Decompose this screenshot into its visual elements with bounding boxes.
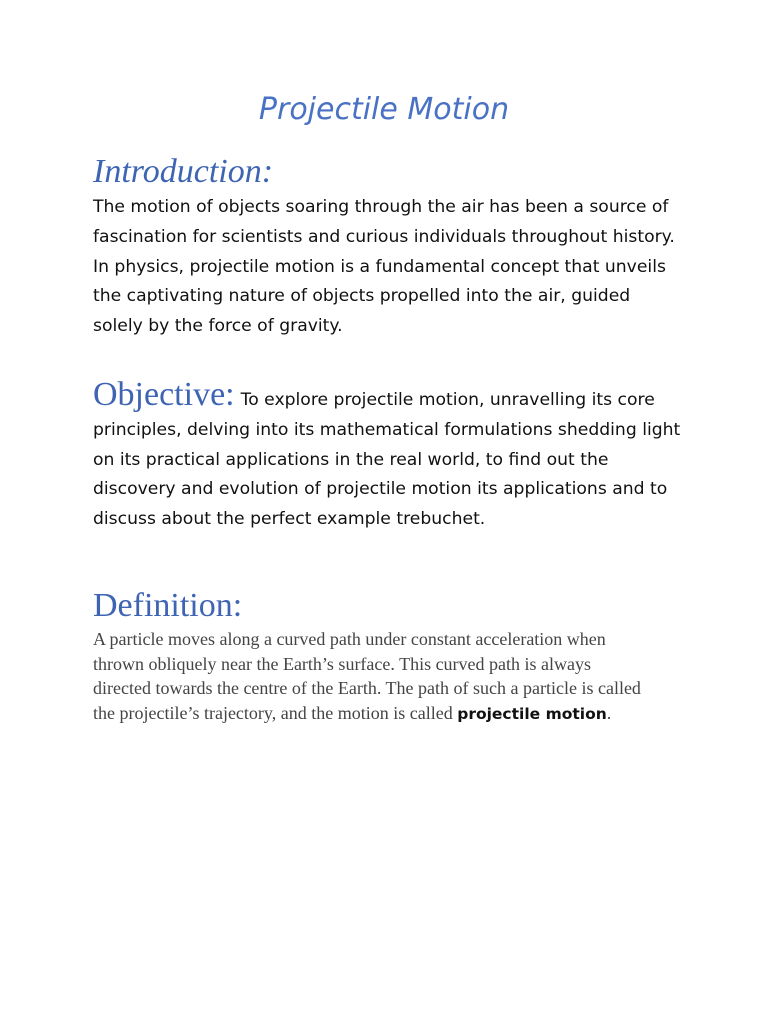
definition-ending: . bbox=[606, 702, 612, 723]
definition-body-text: A particle moves along a curved path under constant acceleration when thrown obliquely near the Earth’s surface. This curved path is always directed towards the centre of the Earth. The path of such a particle is called the projectile’s trajectory, and the motion is called bbox=[93, 629, 641, 723]
objective-paragraph: To explore projectile motion, unravelling its core principles, delving into its mathematical formulations shedding light on its practical applications in the real world, to find out the discovery and evolution of projectile motion its applications and to discuss about the perfect example trebuchet. bbox=[93, 390, 681, 530]
definition-paragraph bbox=[93, 627, 653, 726]
definition-heading: Definition: bbox=[93, 587, 243, 624]
definition-bold-term: projectile motion bbox=[457, 704, 607, 723]
introduction-heading: Introduction: bbox=[93, 153, 274, 190]
objective-heading: Objective: bbox=[93, 376, 235, 413]
introduction-paragraph: The motion of objects soaring through the air has been a source of fascination for scientists and curious individuals throughout history. In physics, projectile motion is a fundamental concept that unveils the captivating nature of objects propelled into the air, guided solely by the force of gravity. bbox=[93, 197, 675, 337]
page-title: Projectile Motion bbox=[258, 92, 510, 127]
objective-section bbox=[93, 376, 693, 535]
